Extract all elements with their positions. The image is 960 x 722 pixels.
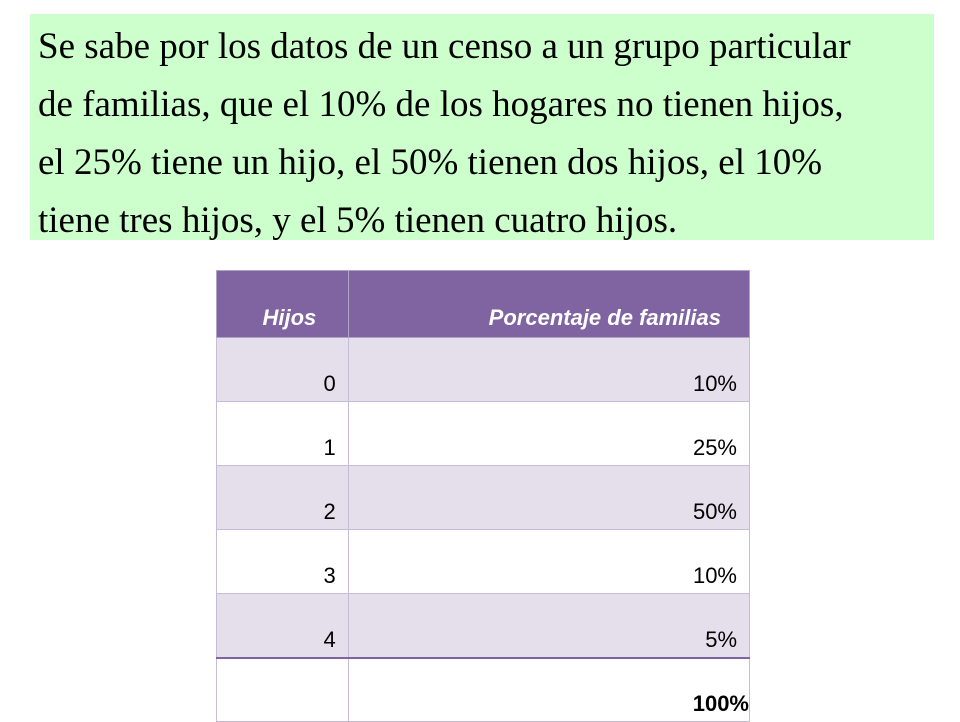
problem-statement-text	[38, 18, 934, 250]
total-cell-hijos	[217, 658, 349, 722]
problem-statement-box	[30, 14, 934, 240]
problem-line: el 25% tiene un hijo, el 50% tienen dos hijos, el 10%	[38, 142, 823, 183]
cell-porcentaje: 10%	[348, 338, 749, 402]
table-header-row	[217, 271, 750, 338]
table-row	[217, 466, 750, 530]
total-cell-porcentaje: 100%	[348, 658, 749, 722]
cell-porcentaje: 10%	[348, 530, 749, 594]
problem-line: tiene tres hijos, y el 5% tienen cuatro hijos.	[38, 200, 678, 241]
cell-hijos: 0	[217, 338, 349, 402]
header-porcentaje: Porcentaje de familias	[348, 271, 749, 338]
problem-line: de familias, que el 10% de los hogares no tienen hijos,	[38, 84, 844, 125]
table-row	[217, 338, 750, 402]
cell-hijos: 1	[217, 402, 349, 466]
families-table	[216, 270, 750, 722]
table-row	[217, 594, 750, 659]
cell-hijos: 3	[217, 530, 349, 594]
table-row	[217, 530, 750, 594]
cell-hijos: 4	[217, 594, 349, 659]
cell-porcentaje: 50%	[348, 466, 749, 530]
cell-hijos: 2	[217, 466, 349, 530]
table-total-row	[217, 658, 750, 722]
problem-line: Se sabe por los datos de un censo a un grupo particular	[38, 26, 851, 67]
header-hijos: Hijos	[217, 271, 349, 338]
cell-porcentaje: 5%	[348, 594, 749, 659]
table-row	[217, 402, 750, 466]
cell-porcentaje: 25%	[348, 402, 749, 466]
